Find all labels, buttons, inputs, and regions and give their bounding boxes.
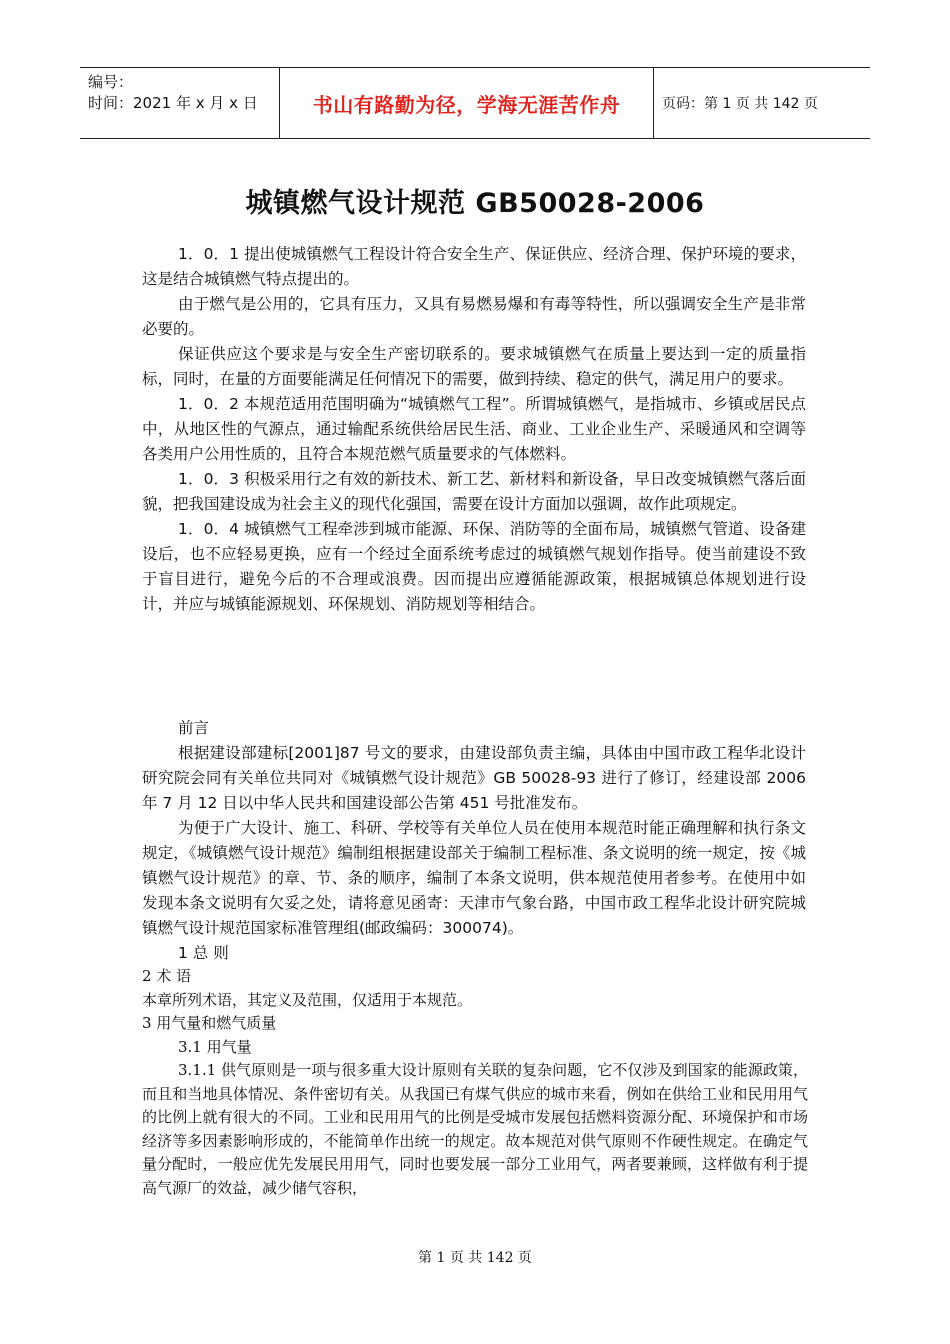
paragraph: 3.1.1 供气原则是一项与很多重大设计原则有关联的复杂问题，它不仅涉及到国家的能源政策，而且和当地具体情况、条件密切有关。从我国已有煤气供应的城市来看，例如在供给工业和民用用气的比例上就有很大的不同。工业和民用用气的比例是受城市发展包括燃料资源分配、环境保护和市场经济等多因素影响形成的，不能简单作出统一的规定。故本规范对供气原则不作硬性规定。在确定气量分配时，一般应优先发展民用用气，同时也要发展一部分工业用气，两者要兼顾，这样做有利于提高气源厂的效益，减少储气容积， bbox=[142, 1061, 808, 1197]
paragraph: 1．0．4 城镇燃气工程牵涉到城市能源、环保、消防等的全面布局，城镇燃气管道、设备建设后，也不应轻易更换，应有一个经过全面系统考虑过的城镇燃气规划作指导。使当前建设不致于盲目进行，避免今后的不合理或浪费。因而提出应遵循能源政策，根据城镇总体规划进行设计，并应与城镇能源规划、环保规划、消防规划等相结合。 bbox=[142, 520, 806, 613]
document-title: 城镇燃气设计规范 GB50028-2006 bbox=[245, 188, 705, 219]
paragraph: 1．0．3 积极采用行之有效的新技术、新工艺、新材料和新设备，早日改变城镇燃气落后面貌，把我国建设成为社会主义的现代化强国，需要在设计方面加以强调，故作此项规定。 bbox=[142, 470, 806, 513]
paragraph: 根据建设部建标[2001]87 号文的要求，由建设部负责主编，具体由中国市政工程华北设计研究院会同有关单位共同对《城镇燃气设计规范》GB 50028-93 进行了修订，经建设部 2006 年 7 月 12 日以中华人民共和国建设部公告第 451 号批准发布。 bbox=[142, 744, 806, 812]
section-heading: 3.1 用气量 bbox=[178, 1037, 252, 1056]
document-number-label: 编号： bbox=[88, 73, 134, 91]
paragraph: 为便于广大设计、施工、科研、学校等有关单位人员在使用本规范时能正确理解和执行条文规定，《城镇燃气设计规范》编制组根据建设部关于编制工程标准、条文说明的统一规定，按《城镇燃气设计规范》的章、节、条的顺序，编制了本条文说明，供本规范使用者参考。在使用中如发现本条文说明有欠妥之处，请将意见函寄：天津市气象台路，中国市政工程华北设计研究院城镇燃气设计规范国家标准管理组(邮政编码：300074)。 bbox=[142, 819, 806, 937]
paragraph: 由于燃气是公用的，它具有压力，又具有易燃易爆和有毒等特性，所以强调安全生产是非常必要的。 bbox=[142, 295, 806, 338]
header-page-info: 页码：第 1 页 共 142 页 bbox=[662, 96, 818, 112]
preface-heading: 前言 bbox=[178, 719, 210, 737]
page-footer: 第 1 页 共 142 页 bbox=[418, 1250, 532, 1266]
paragraph: 1．0．2 本规范适用范围明确为“城镇燃气工程”。所谓城镇燃气，是指城市、乡镇或居民点中，从地区性的气源点，通过输配系统供给居民生活、商业、工业企业生产、采暖通风和空调等各类用户公用性质的，且符合本规范燃气质量要求的气体燃料。 bbox=[142, 395, 806, 463]
section-general-explanation bbox=[142, 242, 806, 617]
paragraph: 保证供应这个要求是与安全生产密切联系的。要求城镇燃气在质量上要达到一定的质量指标，同时，在量的方面要能满足任何情况下的需要，做到持续、稳定的供气，满足用户的要求。 bbox=[142, 345, 806, 388]
document-date: 时间：2021 年 x 月 x 日 bbox=[88, 94, 258, 112]
section-preface bbox=[142, 716, 806, 966]
chapter-heading: 2 术 语 bbox=[142, 967, 192, 985]
section-chapters bbox=[142, 965, 808, 1200]
paragraph: 本章所列术语，其定义及范围，仅适用于本规范。 bbox=[142, 990, 473, 1009]
paragraph: 1．0．1 提出使城镇燃气工程设计符合安全生产、保证供应、经济合理、保护环境的要求，这是结合城镇燃气特点提出的。 bbox=[142, 245, 806, 288]
chapter-heading: 1 总 则 bbox=[178, 944, 229, 962]
header-motto: 书山有路勤为径，学海无涯苦作舟 bbox=[280, 68, 654, 138]
header-meta bbox=[80, 68, 280, 138]
chapter-heading: 3 用气量和燃气质量 bbox=[142, 1014, 277, 1032]
document-header bbox=[80, 67, 870, 139]
